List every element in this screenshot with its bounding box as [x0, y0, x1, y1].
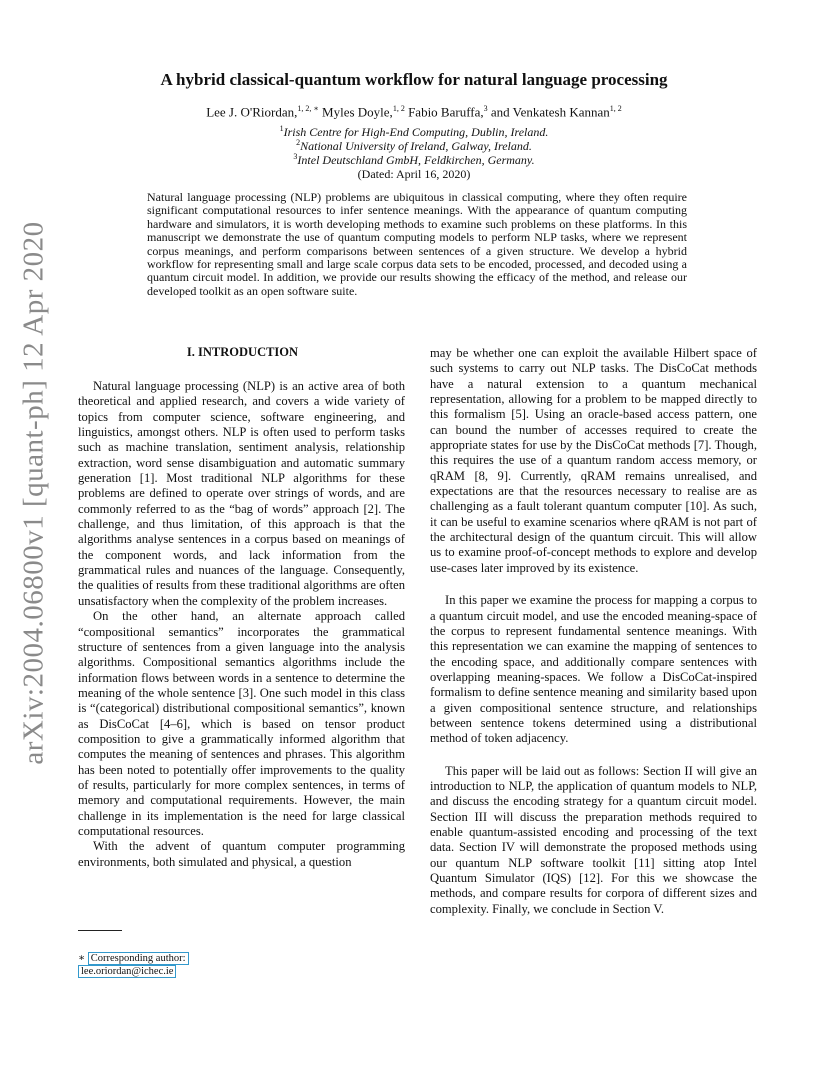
paper-title: A hybrid classical-quantum workflow for natural language processing [160, 70, 668, 89]
footnote-marker: ∗ [78, 953, 86, 964]
corresponding-email-link[interactable]: lee.oriordan@ichec.ie [78, 965, 176, 978]
affiliation-text: National University of Ireland, Galway, Ireland. [300, 139, 532, 153]
author-affiliation-marker: 3 [483, 104, 488, 113]
abstract: Natural language processing (NLP) problems are ubiquitous in classical computing, where they often require significant computational resources to infer sentence meanings. With the appearance of quantum computing hardware and simulators, it is worth developing methods to examine such problems on these platforms. In this manuscript we demonstrate the use of quantum computing models to perform NLP tasks, where we represent corpus meanings, and perform comparisons between sentences of a given structure. We develop a hybrid workflow for representing small and large scale corpus data sets to be encoded, processed, and decoded using a quantum circuit model. In addition, we provide our results showing the efficacy of the method, and release our developed toolkit as an open software suite. [147, 190, 687, 298]
affiliation-number: 2 [296, 138, 301, 147]
paragraph: With the advent of quantum computer programming environments, both simulated and physical, a question [78, 839, 405, 869]
section-heading: I. INTRODUCTION [186, 345, 299, 359]
author-affiliation-marker[interactable]: 1, 2, ∗ [297, 104, 319, 113]
author-name: Myles Doyle, [322, 104, 393, 120]
author-affiliation-marker: 1, 2 [392, 104, 405, 113]
footnote [78, 952, 189, 978]
paragraph: Natural language processing (NLP) is an active area of both theoretical and applied research, and covers a wide variety of topics from computer science, software engineering, and linguistics, amongst others. NLP is often used to perform tasks such as machine translation, sentiment analysis, relationship extraction, word sense disambiguation and automatic summary generation [1]. Most traditional NLP algorithms for these problems are defined to operate over strings of words, and are commonly referred to as the “bag of words” approach [2]. The challenge, and thus limitation, of this approach is that the algorithms analyse sentences in a corpus based on meanings of the component words, and lack information from the grammatical rules and nuances of the language. Consequently, the qualities of results from these traditional algorithms are often unsatisfactory when the complexity of the problem increases. [78, 379, 405, 608]
left-column [78, 379, 405, 870]
affiliation-number: 3 [293, 152, 298, 161]
author-affiliation-marker: 1, 2 [609, 104, 622, 113]
paragraph: may be whether one can exploit the available Hilbert space of such systems to carry out NLP tasks. The DisCoCat methods have a natural extension to a quantum mechanical representation, allowing for a problem to be mapped directly to this formalism [5]. Using an oracle-based access pattern, one can bound the number of accesses required to create the appropriate states for use by the DisCoCat methods [7]. Though, this requires the use of a quantum random access memory, or qRAM [8, 9]. Currently, qRAM remains unrealised, and expectations are that the resources necessary to realise are as challenging as a fault tolerant quantum computer [10]. As such, it can be useful to examine scenarios where qRAM is not part of the architectural design of the quantum circuit. This will allow us to examine proof-of-concept methods to explore and develop use-cases later improved by its existence. [430, 346, 757, 575]
arxiv-sidebar-stamp [8, 220, 60, 765]
affiliation-number: 1 [279, 124, 284, 133]
footnote-rule [78, 930, 122, 931]
footnote-label-link[interactable]: Corresponding author: [88, 952, 189, 965]
dated-line: (Dated: April 16, 2020) [357, 167, 471, 181]
author-name: Fabio Baruffa, [408, 104, 484, 120]
author-name: Lee J. O'Riordan, [206, 104, 298, 120]
arxiv-identifier: arXiv:2004.06800v1 [quant-ph] 12 Apr 2020 [17, 220, 50, 765]
paragraph: On the other hand, an alternate approach called “compositional semantics” incorporates the grammatical structure of sentences from a given language into the analysis algorithms. Compositional semantics algorithms include the information flows between words in a sentence to determine the meaning of the whole sentence [3]. One such model in this class is “(categorical) distributional compositional semantics”, known as DisCoCat [4–6], which is based on tensor product composition to give a grammatically informed algorithm that computes the meaning of sentences and phrases. This algorithm has been noted to potentially offer improvements to the quality of results, particularly for more complex sentences, in terms of memory and computational requirements. However, the main challenge in its implementation is the need for large classical computational resources. [78, 609, 405, 838]
right-column [430, 346, 757, 917]
affiliation-line [0, 152, 828, 168]
affiliation-text: Intel Deutschland GmbH, Feldkirchen, Germany. [297, 153, 535, 167]
author-list [0, 104, 828, 120]
paragraph: In this paper we examine the process for mapping a corpus to a quantum circuit model, and use the encoded meaning-space of the corpus to represent fundamental sentence meanings. With this representation we can examine the mapping of sentences to the encoding space, and additionally compare sentences with overlapping meaning-spaces. We follow a DisCoCat-inspired formalism to define sentence meaning and similarity based upon a given compositional sentence structure, and relationships between sentence tokens determined using a distributional method of token adjacency. [430, 593, 757, 746]
author-name: and Venkatesh Kannan [490, 104, 610, 120]
paragraph: This paper will be laid out as follows: Section II will give an introduction to NLP, the application of quantum models to NLP, and discuss the encoding strategy for a quantum circuit model. Section III will discuss the preparation methods required to enable quantum-assisted encoding and processing of the text data. Section IV will demonstrate the proposed methods using our quantum NLP software toolkit [11] sitting atop Intel Quantum Simulator (IQS) [12]. For this we showcase the methods, and compare results for corpora of different sizes and complexity. Finally, we conclude in Section V. [430, 763, 757, 916]
affiliation-text: Irish Centre for High-End Computing, Dublin, Ireland. [283, 125, 549, 139]
